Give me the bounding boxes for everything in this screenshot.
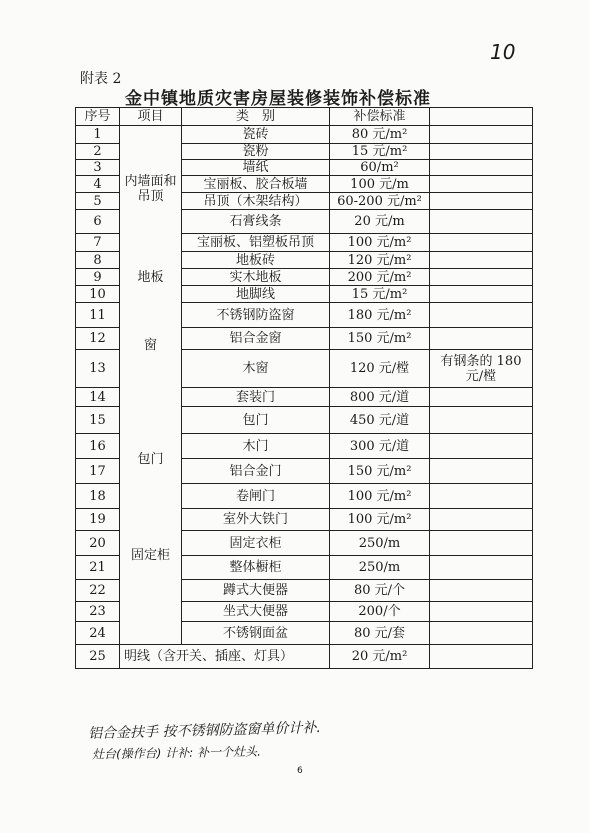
row-note (430, 176, 533, 193)
row-no: 20 (76, 531, 120, 556)
row-note (430, 459, 533, 484)
table-row (76, 303, 533, 328)
group-window: 窗 (120, 303, 182, 388)
table-header-row (76, 108, 533, 126)
row-price: 100 元/m² (330, 234, 430, 252)
row-no: 22 (76, 580, 120, 602)
group-floor: 地板 (120, 252, 182, 303)
row-type: 石膏线条 (182, 210, 330, 234)
row-note (430, 193, 533, 210)
row-note (430, 210, 533, 234)
row-price: 250/m (330, 531, 430, 556)
row-type: 宝丽板、胶合板墙 (182, 176, 330, 193)
row-type: 木门 (182, 434, 330, 459)
row-price: 150 元/m² (330, 459, 430, 484)
table-row (76, 388, 533, 407)
page-number: 6 (297, 766, 303, 776)
header-type: 类 别 (182, 108, 330, 126)
row-note (430, 622, 533, 645)
row-note (430, 328, 533, 350)
row-note (430, 269, 533, 286)
row-price: 120 元/m² (330, 252, 430, 269)
row-note (430, 160, 533, 176)
row-note (430, 434, 533, 459)
compensation-table (75, 107, 533, 669)
row-type: 宝丽板、铝塑板吊顶 (182, 234, 330, 252)
handwritten-page-number: 10 (490, 40, 516, 64)
row-note (430, 303, 533, 328)
row-no: 19 (76, 509, 120, 531)
header-note (430, 108, 533, 126)
row-no: 4 (76, 176, 120, 193)
group-door: 包门 (120, 388, 182, 531)
row-type: 墙纸 (182, 160, 330, 176)
row-price: 20 元/m² (330, 645, 430, 669)
row-price: 15 元/m² (330, 286, 430, 303)
row-note (430, 144, 533, 160)
row-no: 21 (76, 556, 120, 580)
group-cabinet: 固定柜 (120, 531, 182, 580)
row-type: 地脚线 (182, 286, 330, 303)
row-no: 10 (76, 286, 120, 303)
row-note: 有钢条的 180 元/樘 (430, 350, 533, 388)
row-no: 13 (76, 350, 120, 388)
row-note (430, 556, 533, 580)
row-no: 25 (76, 645, 120, 669)
row-note (430, 388, 533, 407)
row-type: 不锈钢防盗窗 (182, 303, 330, 328)
row-type: 包门 (182, 407, 330, 434)
row-price: 15 元/m² (330, 144, 430, 160)
table-row (76, 252, 533, 269)
row-no: 8 (76, 252, 120, 269)
header-item: 项目 (120, 108, 182, 126)
row-price: 80 元/个 (330, 580, 430, 602)
row-type: 不锈钢面盆 (182, 622, 330, 645)
header-price: 补偿标准 (330, 108, 430, 126)
row-price: 80 元/套 (330, 622, 430, 645)
row-type: 套装门 (182, 388, 330, 407)
row-note (430, 126, 533, 144)
row-no: 7 (76, 234, 120, 252)
row-no: 15 (76, 407, 120, 434)
row-price: 300 元/道 (330, 434, 430, 459)
row-no: 24 (76, 622, 120, 645)
handwritten-note-stove: 灶台(操作台) 计补: 补一个灶头. (91, 744, 261, 762)
handwritten-note-handrail: 铝合金扶手 按不锈钢防盗窗单价计补. (87, 719, 322, 743)
row-no: 17 (76, 459, 120, 484)
header-no: 序号 (76, 108, 120, 126)
row-price: 100 元/m² (330, 509, 430, 531)
row-no: 14 (76, 388, 120, 407)
row-no: 23 (76, 602, 120, 622)
row-no: 9 (76, 269, 120, 286)
row-type: 铝合金门 (182, 459, 330, 484)
row-price: 200 元/m² (330, 269, 430, 286)
row-note (430, 286, 533, 303)
group-interior: 内墙面和吊顶 (120, 126, 182, 252)
row-price: 150 元/m² (330, 328, 430, 350)
group-sanitary (120, 580, 182, 645)
row-price: 200/个 (330, 602, 430, 622)
row-type: 地板砖 (182, 252, 330, 269)
row-no: 18 (76, 484, 120, 509)
row-note (430, 645, 533, 669)
row-no: 5 (76, 193, 120, 210)
row-note (430, 484, 533, 509)
row-price: 250/m (330, 556, 430, 580)
row-type: 瓷粉 (182, 144, 330, 160)
row-note (430, 580, 533, 602)
row-price: 60/m² (330, 160, 430, 176)
row-note (430, 531, 533, 556)
row-type: 卷闸门 (182, 484, 330, 509)
table-row (76, 645, 533, 669)
row-price: 180 元/m² (330, 303, 430, 328)
row-type: 实木地板 (182, 269, 330, 286)
row-type: 固定衣柜 (182, 531, 330, 556)
row-type: 吊顶（木架结构） (182, 193, 330, 210)
row-no: 16 (76, 434, 120, 459)
row-no: 6 (76, 210, 120, 234)
row-type: 蹲式大便器 (182, 580, 330, 602)
table-row (76, 531, 533, 556)
table-row (76, 126, 533, 144)
row-no: 1 (76, 126, 120, 144)
row-note (430, 509, 533, 531)
row-price: 800 元/道 (330, 388, 430, 407)
row-type: 瓷砖 (182, 126, 330, 144)
row-price: 450 元/道 (330, 407, 430, 434)
row-type: 铝合金窗 (182, 328, 330, 350)
row-type: 木窗 (182, 350, 330, 388)
group-wiring: 明线（含开关、插座、灯具） (120, 645, 330, 669)
row-no: 11 (76, 303, 120, 328)
row-price: 80 元/m² (330, 126, 430, 144)
document-title: 金中镇地质灾害房屋装修装饰补偿标准 (125, 89, 431, 109)
row-note (430, 407, 533, 434)
row-no: 3 (76, 160, 120, 176)
row-price: 20 元/m (330, 210, 430, 234)
row-price: 120 元/樘 (330, 350, 430, 388)
row-price: 60-200 元/m² (330, 193, 430, 210)
row-note (430, 234, 533, 252)
row-price: 100 元/m² (330, 484, 430, 509)
row-no: 2 (76, 144, 120, 160)
table-row (76, 580, 533, 602)
row-type: 坐式大便器 (182, 602, 330, 622)
row-note (430, 602, 533, 622)
row-type: 室外大铁门 (182, 509, 330, 531)
row-note (430, 252, 533, 269)
attachment-label: 附表 2 (80, 71, 122, 87)
row-type: 整体橱柜 (182, 556, 330, 580)
row-price: 100 元/m (330, 176, 430, 193)
row-no: 12 (76, 328, 120, 350)
